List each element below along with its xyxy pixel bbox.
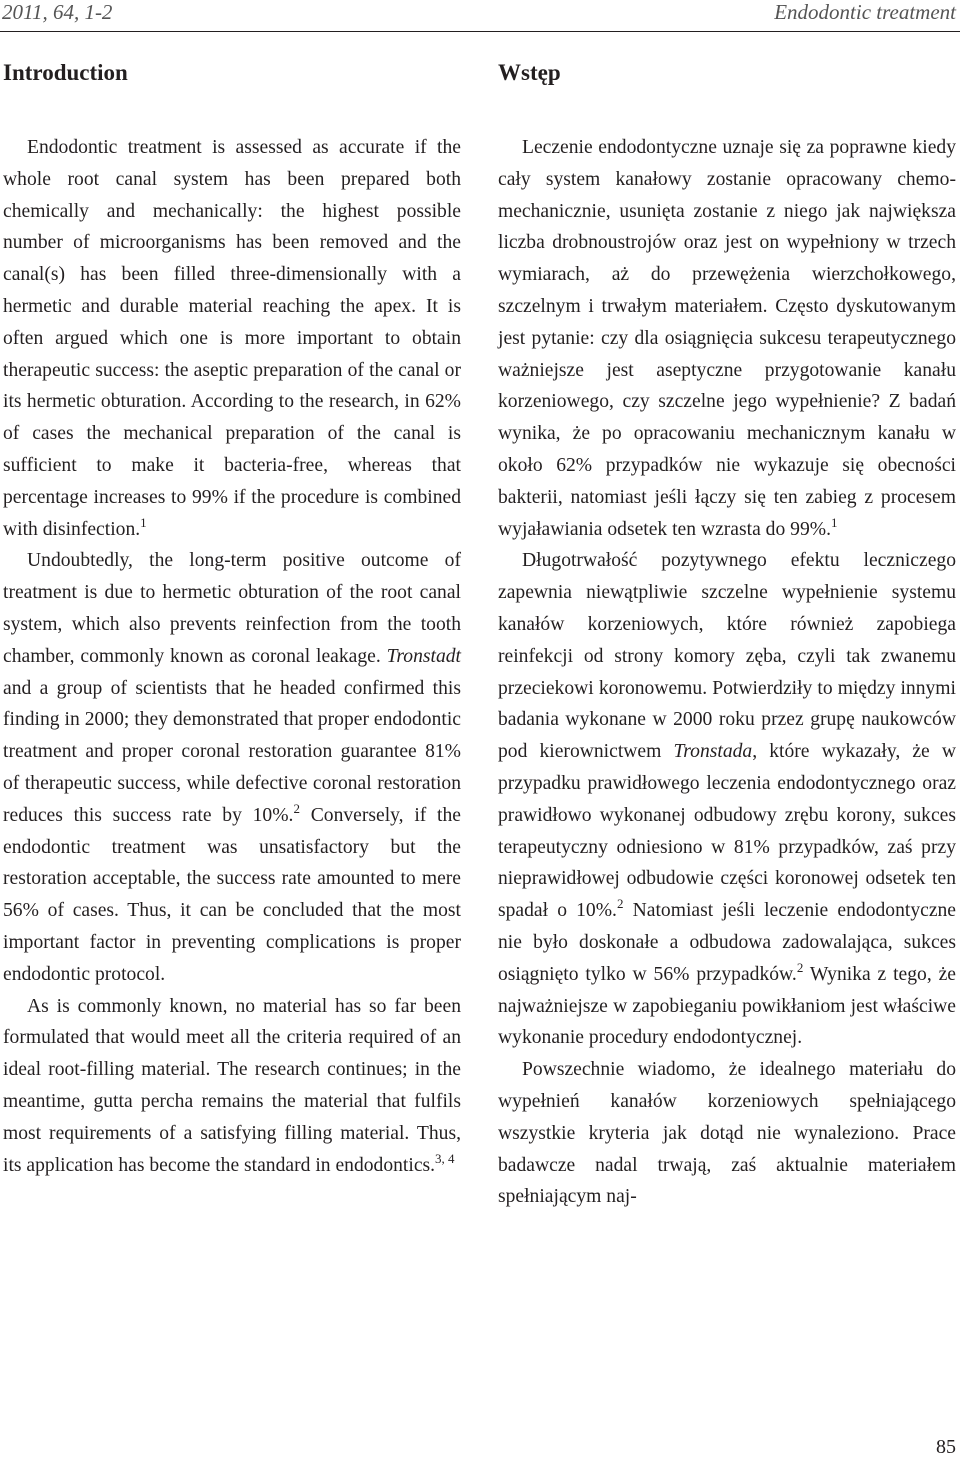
section-heading-english: Introduction (3, 60, 128, 85)
journal-volume: 2011, 64, 1-2 (2, 0, 113, 24)
paragraph-text: Leczenie endodontyczne uznaje się za poprawne kiedy cały system kanałowy zostanie opracowany chemo-mechanicznie, usunięta zostanie z niego jak największa liczba drobnoustrojów oraz jest on wypełniony w trzech wymiarach, aż do przewężenia wierzchołkowego, szczelnym i trwałym materiałem. Często dyskutowanym jest pytanie: czy dla osiągnięcia sukcesu terapeutycznego ważniejsze jest aseptyczne przygotowanie kanału korzeniowego, czy szczelne jego wypełnienie? Z badań wynika, że po opracowaniu mechanicznym kanału w około 62% przypadków nie wykazuje się obecności bakterii, natomiast jeśli łączy się ten zabieg z procesem wyjaławiania odsetek ten wzrasta do 99%. (498, 137, 956, 540)
paragraph-text: , które wykazały, że w przypadku prawidłowego leczenia endodontycznego oraz prawidłowo wykonanej odbudowy zrębu korony, sukces terapeutyczny odniesiono w 81% przypadków, zaś przy nieprawidłowej odbudowie części koronowej odsetek ten spadał o 10%. (498, 741, 956, 922)
paragraph (498, 132, 956, 545)
paragraph (498, 545, 956, 1054)
page-number: 85 (936, 1436, 956, 1458)
paragraph (3, 132, 461, 545)
polish-column (498, 58, 956, 1213)
citation-ref: 2 (293, 800, 300, 816)
citation-ref: 2 (796, 959, 804, 975)
paragraph (3, 991, 461, 1182)
paragraph-text: As is commonly known, no material has so far been formulated that would meet all the criteria required of an ideal root-filling material. The research continues; in the meantime, gutta percha remains the material that fulfils most requirements of a satisfying filling material. Thus, its application has become the standard in endodontics. (3, 995, 461, 1176)
paragraph (498, 1054, 956, 1213)
english-column (3, 58, 461, 1181)
paragraph-text: Conversely, if the endodontic treatment was unsatisfactory but the restoration acceptable, the success rate amounted to mere 56% of cases. Thus, it can be concluded that the most important factor in preventing complications is proper endodontic protocol. (3, 804, 461, 985)
running-title: Endodontic treatment (774, 0, 956, 24)
paragraph-text: Natomiast jeśli leczenie endodontyczne nie było doskonałe a odbudowa zadowalająca, sukces osiągnięto tylko w 56% przypadków. (498, 900, 957, 985)
citation-ref: 2 (616, 896, 624, 912)
running-head (0, 0, 960, 28)
paragraph-text: Endodontic treatment is assessed as accurate if the whole root canal system has been prepared both chemically and mechanically: the highest possible number of microorganisms has been removed and the canal(s) has been filled three-dimensionally with a hermetic and durable material reaching the apex. It is often argued which one is more important to obtain therapeutic success: the aseptic preparation of the canal or its hermetic obturation. According to the research, in 62% of cases the mechanical preparation of the canal is sufficient to make it bacteria-free, whereas that percentage increases to 99% if the procedure is combined with disinfection. (3, 137, 461, 540)
paragraph-text: and a group of scientists that he headed confirmed this finding in 2000; they demonstrated that proper endodontic treatment and proper coronal restoration guarantee 81% of therapeutic success, while defective coronal restoration reduces this success rate by 10%. (3, 677, 461, 826)
paragraph-text: Wynika z tego, że najważniejsze w zapobieganiu powikłaniom jest właściwe wykonanie procedury endodontycznej. (498, 963, 957, 1049)
paragraph-text: Powszechnie wiadomo, że idealnego materiału do wypełnień kanałów korzeniowych spełniającego wszystkie kryteria jak dotąd nie wynaleziono. Prace badawcze nadal trwają, zaś aktualnie materiałem spełniającym naj- (498, 1059, 956, 1208)
author-name: Tronstadt (386, 645, 461, 667)
paragraph-text: Undoubtedly, the long-term positive outcome of treatment is due to hermetic obturation of the root canal system, which also prevents reinfection from the tooth chamber, commonly known as coronal leakage. (3, 550, 461, 667)
citation-ref: 3, 4 (435, 1150, 455, 1166)
author-name: Tronstada (673, 741, 753, 763)
paragraph-text: Długotrwałość pozytywnego efektu leczniczego zapewnia niewątpliwie szczelne wypełnienie systemu kanałów korzeniowych, które również zapobiega reinfekcji od strony komory zęba, czyli tak zwanemu przeciekowi koronowemu. Potwierdziły to między innymi badania wykonane w 2000 roku przez grupę naukowców pod kierownictwem (498, 550, 956, 763)
citation-ref: 1 (140, 514, 147, 530)
paragraph (3, 545, 461, 990)
citation-ref: 1 (830, 514, 838, 530)
section-heading-polish: Wstęp (498, 60, 561, 85)
header-divider (0, 31, 960, 32)
